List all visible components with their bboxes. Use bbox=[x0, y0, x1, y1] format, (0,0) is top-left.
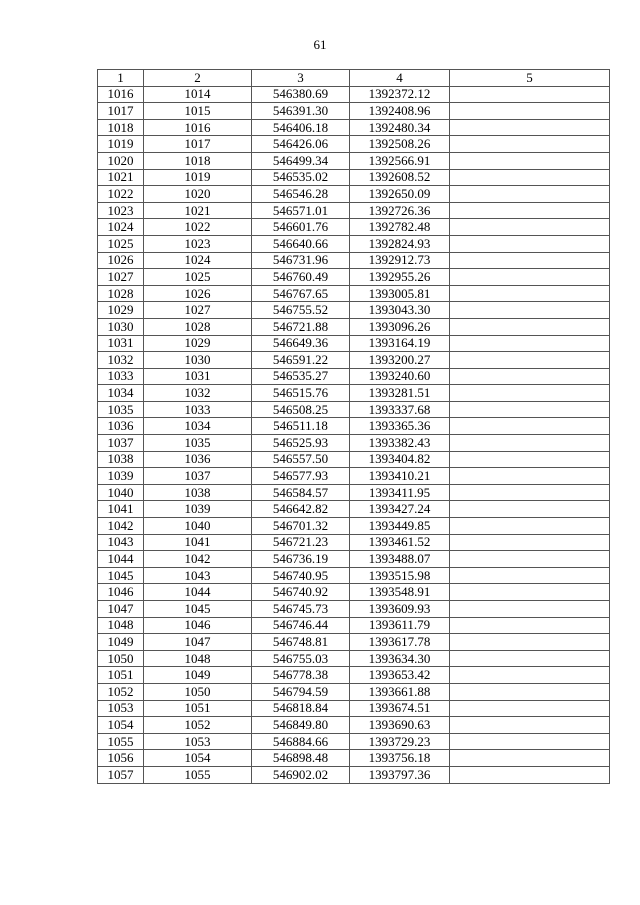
table-row bbox=[98, 401, 610, 418]
page-number: 61 bbox=[313, 37, 327, 52]
table-row bbox=[98, 501, 610, 518]
table-cell-col-4: 1393449.85 bbox=[350, 518, 450, 535]
table-row bbox=[98, 119, 610, 136]
table-cell-col-4: 1393674.51 bbox=[350, 700, 450, 717]
table-cell-col-3: 546745.73 bbox=[252, 601, 350, 618]
table-cell-col-2: 1040 bbox=[144, 518, 252, 535]
table-cell-col-3: 546755.03 bbox=[252, 650, 350, 667]
table-row bbox=[98, 269, 610, 286]
table-cell-col-2: 1034 bbox=[144, 418, 252, 435]
table-cell-col-1: 1044 bbox=[98, 551, 144, 568]
table-cell-col-5 bbox=[450, 717, 610, 734]
table-cell-col-5 bbox=[450, 451, 610, 468]
table-cell-col-5 bbox=[450, 186, 610, 203]
table-cell-col-2: 1029 bbox=[144, 335, 252, 352]
table-cell-col-4: 1393365.36 bbox=[350, 418, 450, 435]
table-cell-col-5 bbox=[450, 650, 610, 667]
table-cell-col-5 bbox=[450, 418, 610, 435]
table-cell-col-4: 1393005.81 bbox=[350, 285, 450, 302]
table-cell-col-2: 1037 bbox=[144, 468, 252, 485]
table-cell-col-1: 1054 bbox=[98, 717, 144, 734]
table-row bbox=[98, 451, 610, 468]
table-cell-col-2: 1018 bbox=[144, 152, 252, 169]
table-cell-col-4: 1393611.79 bbox=[350, 617, 450, 634]
table-cell-col-3: 546571.01 bbox=[252, 202, 350, 219]
table-cell-col-5 bbox=[450, 401, 610, 418]
table-cell-col-1: 1031 bbox=[98, 335, 144, 352]
table-row bbox=[98, 302, 610, 319]
table-cell-col-2: 1038 bbox=[144, 484, 252, 501]
table-cell-col-4: 1392782.48 bbox=[350, 219, 450, 236]
table-row bbox=[98, 202, 610, 219]
column-header-3: 3 bbox=[252, 70, 350, 87]
table-row bbox=[98, 186, 610, 203]
table-cell-col-3: 546818.84 bbox=[252, 700, 350, 717]
table-cell-col-2: 1053 bbox=[144, 733, 252, 750]
table-row bbox=[98, 601, 610, 618]
table-cell-col-5 bbox=[450, 501, 610, 518]
table-cell-col-4: 1393729.23 bbox=[350, 733, 450, 750]
table-cell-col-3: 546591.22 bbox=[252, 352, 350, 369]
table-cell-col-4: 1393240.60 bbox=[350, 368, 450, 385]
table-cell-col-1: 1052 bbox=[98, 683, 144, 700]
table-cell-col-2: 1042 bbox=[144, 551, 252, 568]
table-cell-col-5 bbox=[450, 285, 610, 302]
table-cell-col-5 bbox=[450, 302, 610, 319]
table-cell-col-4: 1393461.52 bbox=[350, 534, 450, 551]
table-cell-col-4: 1393200.27 bbox=[350, 352, 450, 369]
table-cell-col-2: 1027 bbox=[144, 302, 252, 319]
table-cell-col-4: 1393690.63 bbox=[350, 717, 450, 734]
table-row bbox=[98, 368, 610, 385]
table-cell-col-4: 1393281.51 bbox=[350, 385, 450, 402]
table-cell-col-4: 1392955.26 bbox=[350, 269, 450, 286]
header-row bbox=[98, 70, 610, 87]
table-cell-col-1: 1021 bbox=[98, 169, 144, 186]
table-cell-col-3: 546535.02 bbox=[252, 169, 350, 186]
table-cell-col-5 bbox=[450, 202, 610, 219]
table-row bbox=[98, 318, 610, 335]
table-cell-col-2: 1054 bbox=[144, 750, 252, 767]
table-cell-col-2: 1032 bbox=[144, 385, 252, 402]
table-cell-col-4: 1392480.34 bbox=[350, 119, 450, 136]
table-cell-col-4: 1392726.36 bbox=[350, 202, 450, 219]
table-cell-col-1: 1040 bbox=[98, 484, 144, 501]
table-cell-col-2: 1022 bbox=[144, 219, 252, 236]
table-row bbox=[98, 567, 610, 584]
column-header-2: 2 bbox=[144, 70, 252, 87]
table-cell-col-4: 1392824.93 bbox=[350, 235, 450, 252]
table-cell-col-2: 1033 bbox=[144, 401, 252, 418]
table-cell-col-3: 546640.66 bbox=[252, 235, 350, 252]
table-cell-col-3: 546511.18 bbox=[252, 418, 350, 435]
table-cell-col-4: 1393756.18 bbox=[350, 750, 450, 767]
table-cell-col-2: 1025 bbox=[144, 269, 252, 286]
table-cell-col-1: 1043 bbox=[98, 534, 144, 551]
table-cell-col-3: 546499.34 bbox=[252, 152, 350, 169]
table-cell-col-5 bbox=[450, 169, 610, 186]
table-cell-col-4: 1393382.43 bbox=[350, 435, 450, 452]
table-cell-col-5 bbox=[450, 269, 610, 286]
table-row bbox=[98, 252, 610, 269]
table-row bbox=[98, 169, 610, 186]
table-cell-col-2: 1020 bbox=[144, 186, 252, 203]
table-cell-col-5 bbox=[450, 318, 610, 335]
table-cell-col-4: 1393337.68 bbox=[350, 401, 450, 418]
table-cell-col-4: 1393410.21 bbox=[350, 468, 450, 485]
table-cell-col-3: 546731.96 bbox=[252, 252, 350, 269]
table-row bbox=[98, 484, 610, 501]
table-row bbox=[98, 352, 610, 369]
table-cell-col-4: 1393515.98 bbox=[350, 567, 450, 584]
table-cell-col-2: 1028 bbox=[144, 318, 252, 335]
table-cell-col-2: 1039 bbox=[144, 501, 252, 518]
table-cell-col-3: 546760.49 bbox=[252, 269, 350, 286]
table-row bbox=[98, 103, 610, 120]
table-cell-col-3: 546515.76 bbox=[252, 385, 350, 402]
table-cell-col-3: 546525.93 bbox=[252, 435, 350, 452]
table-row bbox=[98, 518, 610, 535]
table-cell-col-3: 546736.19 bbox=[252, 551, 350, 568]
table-row bbox=[98, 86, 610, 103]
table-cell-col-3: 546577.93 bbox=[252, 468, 350, 485]
table-cell-col-3: 546794.59 bbox=[252, 683, 350, 700]
table-cell-col-1: 1036 bbox=[98, 418, 144, 435]
table-cell-col-4: 1392566.91 bbox=[350, 152, 450, 169]
table-cell-col-5 bbox=[450, 700, 610, 717]
table-cell-col-1: 1039 bbox=[98, 468, 144, 485]
table-cell-col-1: 1025 bbox=[98, 235, 144, 252]
table-cell-col-3: 546849.80 bbox=[252, 717, 350, 734]
table-cell-col-1: 1033 bbox=[98, 368, 144, 385]
table-cell-col-1: 1047 bbox=[98, 601, 144, 618]
table-cell-col-1: 1029 bbox=[98, 302, 144, 319]
table-cell-col-2: 1014 bbox=[144, 86, 252, 103]
table-cell-col-5 bbox=[450, 252, 610, 269]
table-cell-col-3: 546748.81 bbox=[252, 634, 350, 651]
table-cell-col-1: 1048 bbox=[98, 617, 144, 634]
table-cell-col-1: 1026 bbox=[98, 252, 144, 269]
table-cell-col-3: 546601.76 bbox=[252, 219, 350, 236]
table-cell-col-2: 1049 bbox=[144, 667, 252, 684]
table-row bbox=[98, 584, 610, 601]
table-cell-col-5 bbox=[450, 335, 610, 352]
table-cell-col-5 bbox=[450, 634, 610, 651]
table-row bbox=[98, 152, 610, 169]
table-cell-col-3: 546642.82 bbox=[252, 501, 350, 518]
table-cell-col-1: 1018 bbox=[98, 119, 144, 136]
table-cell-col-3: 546767.65 bbox=[252, 285, 350, 302]
table-row bbox=[98, 683, 610, 700]
table-cell-col-4: 1393164.19 bbox=[350, 335, 450, 352]
table-cell-col-5 bbox=[450, 219, 610, 236]
table-cell-col-1: 1024 bbox=[98, 219, 144, 236]
table-row bbox=[98, 634, 610, 651]
table-cell-col-2: 1019 bbox=[144, 169, 252, 186]
table-cell-col-4: 1393404.82 bbox=[350, 451, 450, 468]
table-cell-col-5 bbox=[450, 86, 610, 103]
table-row bbox=[98, 700, 610, 717]
table-cell-col-1: 1042 bbox=[98, 518, 144, 535]
table-cell-col-4: 1393661.88 bbox=[350, 683, 450, 700]
table-cell-col-5 bbox=[450, 733, 610, 750]
table-cell-col-1: 1017 bbox=[98, 103, 144, 120]
table-row bbox=[98, 285, 610, 302]
table-cell-col-5 bbox=[450, 601, 610, 618]
table-cell-col-2: 1055 bbox=[144, 766, 252, 783]
table-row bbox=[98, 435, 610, 452]
table-cell-col-3: 546898.48 bbox=[252, 750, 350, 767]
table-cell-col-3: 546584.57 bbox=[252, 484, 350, 501]
table-row bbox=[98, 534, 610, 551]
table-cell-col-1: 1020 bbox=[98, 152, 144, 169]
table-cell-col-5 bbox=[450, 534, 610, 551]
table-row bbox=[98, 650, 610, 667]
table-cell-col-5 bbox=[450, 567, 610, 584]
table-cell-col-3: 546535.27 bbox=[252, 368, 350, 385]
table-cell-col-4: 1393617.78 bbox=[350, 634, 450, 651]
table-cell-col-4: 1393609.93 bbox=[350, 601, 450, 618]
table-cell-col-4: 1392608.52 bbox=[350, 169, 450, 186]
table-cell-col-2: 1016 bbox=[144, 119, 252, 136]
table-cell-col-4: 1393548.91 bbox=[350, 584, 450, 601]
table-cell-col-5 bbox=[450, 518, 610, 535]
table-cell-col-3: 546546.28 bbox=[252, 186, 350, 203]
table-cell-col-2: 1036 bbox=[144, 451, 252, 468]
table-cell-col-5 bbox=[450, 667, 610, 684]
table-cell-col-4: 1393411.95 bbox=[350, 484, 450, 501]
table-row bbox=[98, 617, 610, 634]
table-cell-col-5 bbox=[450, 683, 610, 700]
table-cell-col-3: 546426.06 bbox=[252, 136, 350, 153]
table-row bbox=[98, 551, 610, 568]
table-cell-col-4: 1393797.36 bbox=[350, 766, 450, 783]
table-cell-col-4: 1392408.96 bbox=[350, 103, 450, 120]
table-cell-col-5 bbox=[450, 368, 610, 385]
table-row bbox=[98, 468, 610, 485]
table-cell-col-2: 1015 bbox=[144, 103, 252, 120]
table-cell-col-3: 546755.52 bbox=[252, 302, 350, 319]
table-cell-col-1: 1041 bbox=[98, 501, 144, 518]
table-cell-col-5 bbox=[450, 136, 610, 153]
table-row bbox=[98, 766, 610, 783]
table-cell-col-2: 1050 bbox=[144, 683, 252, 700]
table-cell-col-5 bbox=[450, 385, 610, 402]
table-cell-col-1: 1019 bbox=[98, 136, 144, 153]
table-cell-col-3: 546721.88 bbox=[252, 318, 350, 335]
table-body bbox=[98, 86, 610, 783]
table-cell-col-2: 1026 bbox=[144, 285, 252, 302]
table-cell-col-2: 1017 bbox=[144, 136, 252, 153]
table-cell-col-1: 1034 bbox=[98, 385, 144, 402]
table-cell-col-4: 1393096.26 bbox=[350, 318, 450, 335]
table-cell-col-2: 1045 bbox=[144, 601, 252, 618]
table-cell-col-1: 1030 bbox=[98, 318, 144, 335]
table-cell-col-3: 546380.69 bbox=[252, 86, 350, 103]
table-cell-col-5 bbox=[450, 766, 610, 783]
table-cell-col-3: 546884.66 bbox=[252, 733, 350, 750]
table-cell-col-1: 1057 bbox=[98, 766, 144, 783]
table-cell-col-3: 546391.30 bbox=[252, 103, 350, 120]
table-cell-col-2: 1048 bbox=[144, 650, 252, 667]
table-cell-col-2: 1031 bbox=[144, 368, 252, 385]
table-cell-col-4: 1392372.12 bbox=[350, 86, 450, 103]
table-cell-col-3: 546740.92 bbox=[252, 584, 350, 601]
table-cell-col-2: 1021 bbox=[144, 202, 252, 219]
table-cell-col-1: 1027 bbox=[98, 269, 144, 286]
table-cell-col-1: 1035 bbox=[98, 401, 144, 418]
table-cell-col-2: 1051 bbox=[144, 700, 252, 717]
column-header-4: 4 bbox=[350, 70, 450, 87]
table-cell-col-1: 1045 bbox=[98, 567, 144, 584]
table-cell-col-5 bbox=[450, 584, 610, 601]
table-cell-col-5 bbox=[450, 435, 610, 452]
table-cell-col-1: 1038 bbox=[98, 451, 144, 468]
table-cell-col-4: 1393488.07 bbox=[350, 551, 450, 568]
table-cell-col-1: 1032 bbox=[98, 352, 144, 369]
table-row bbox=[98, 136, 610, 153]
table-cell-col-1: 1046 bbox=[98, 584, 144, 601]
table-cell-col-4: 1393427.24 bbox=[350, 501, 450, 518]
table-cell-col-5 bbox=[450, 103, 610, 120]
table-cell-col-5 bbox=[450, 235, 610, 252]
table-cell-col-2: 1043 bbox=[144, 567, 252, 584]
column-header-1: 1 bbox=[98, 70, 144, 87]
table-cell-col-1: 1016 bbox=[98, 86, 144, 103]
table-cell-col-5 bbox=[450, 617, 610, 634]
table-row bbox=[98, 418, 610, 435]
table-cell-col-5 bbox=[450, 352, 610, 369]
table-row bbox=[98, 733, 610, 750]
table-header bbox=[98, 70, 610, 87]
table-row bbox=[98, 335, 610, 352]
table-cell-col-5 bbox=[450, 551, 610, 568]
table-cell-col-3: 546721.23 bbox=[252, 534, 350, 551]
table-cell-col-5 bbox=[450, 750, 610, 767]
table-cell-col-3: 546701.32 bbox=[252, 518, 350, 535]
table-cell-col-4: 1393634.30 bbox=[350, 650, 450, 667]
table-cell-col-4: 1393043.30 bbox=[350, 302, 450, 319]
table-cell-col-3: 546508.25 bbox=[252, 401, 350, 418]
table-cell-col-2: 1041 bbox=[144, 534, 252, 551]
table-cell-col-1: 1050 bbox=[98, 650, 144, 667]
table-cell-col-3: 546406.18 bbox=[252, 119, 350, 136]
table-cell-col-2: 1052 bbox=[144, 717, 252, 734]
table-cell-col-2: 1044 bbox=[144, 584, 252, 601]
table-cell-col-2: 1047 bbox=[144, 634, 252, 651]
table-cell-col-1: 1022 bbox=[98, 186, 144, 203]
table-cell-col-1: 1037 bbox=[98, 435, 144, 452]
column-header-5: 5 bbox=[450, 70, 610, 87]
table-cell-col-1: 1051 bbox=[98, 667, 144, 684]
table-cell-col-3: 546746.44 bbox=[252, 617, 350, 634]
coordinates-table bbox=[97, 69, 610, 784]
table-cell-col-5 bbox=[450, 468, 610, 485]
table-cell-col-3: 546649.36 bbox=[252, 335, 350, 352]
table-cell-col-1: 1049 bbox=[98, 634, 144, 651]
table-cell-col-2: 1030 bbox=[144, 352, 252, 369]
table-row bbox=[98, 219, 610, 236]
table-cell-col-4: 1393653.42 bbox=[350, 667, 450, 684]
table-cell-col-5 bbox=[450, 152, 610, 169]
table-row bbox=[98, 385, 610, 402]
table-cell-col-4: 1392912.73 bbox=[350, 252, 450, 269]
table-cell-col-5 bbox=[450, 484, 610, 501]
table-row bbox=[98, 750, 610, 767]
table-cell-col-4: 1392650.09 bbox=[350, 186, 450, 203]
table-row bbox=[98, 235, 610, 252]
table-cell-col-1: 1023 bbox=[98, 202, 144, 219]
table-cell-col-2: 1023 bbox=[144, 235, 252, 252]
table-cell-col-2: 1035 bbox=[144, 435, 252, 452]
table-cell-col-1: 1053 bbox=[98, 700, 144, 717]
table-cell-col-1: 1028 bbox=[98, 285, 144, 302]
table-row bbox=[98, 667, 610, 684]
table-cell-col-1: 1056 bbox=[98, 750, 144, 767]
table-cell-col-1: 1055 bbox=[98, 733, 144, 750]
table-row bbox=[98, 717, 610, 734]
table-cell-col-3: 546740.95 bbox=[252, 567, 350, 584]
table-cell-col-2: 1046 bbox=[144, 617, 252, 634]
table-cell-col-3: 546557.50 bbox=[252, 451, 350, 468]
table-cell-col-2: 1024 bbox=[144, 252, 252, 269]
table-cell-col-3: 546778.38 bbox=[252, 667, 350, 684]
table-cell-col-4: 1392508.26 bbox=[350, 136, 450, 153]
table-cell-col-5 bbox=[450, 119, 610, 136]
table-cell-col-3: 546902.02 bbox=[252, 766, 350, 783]
